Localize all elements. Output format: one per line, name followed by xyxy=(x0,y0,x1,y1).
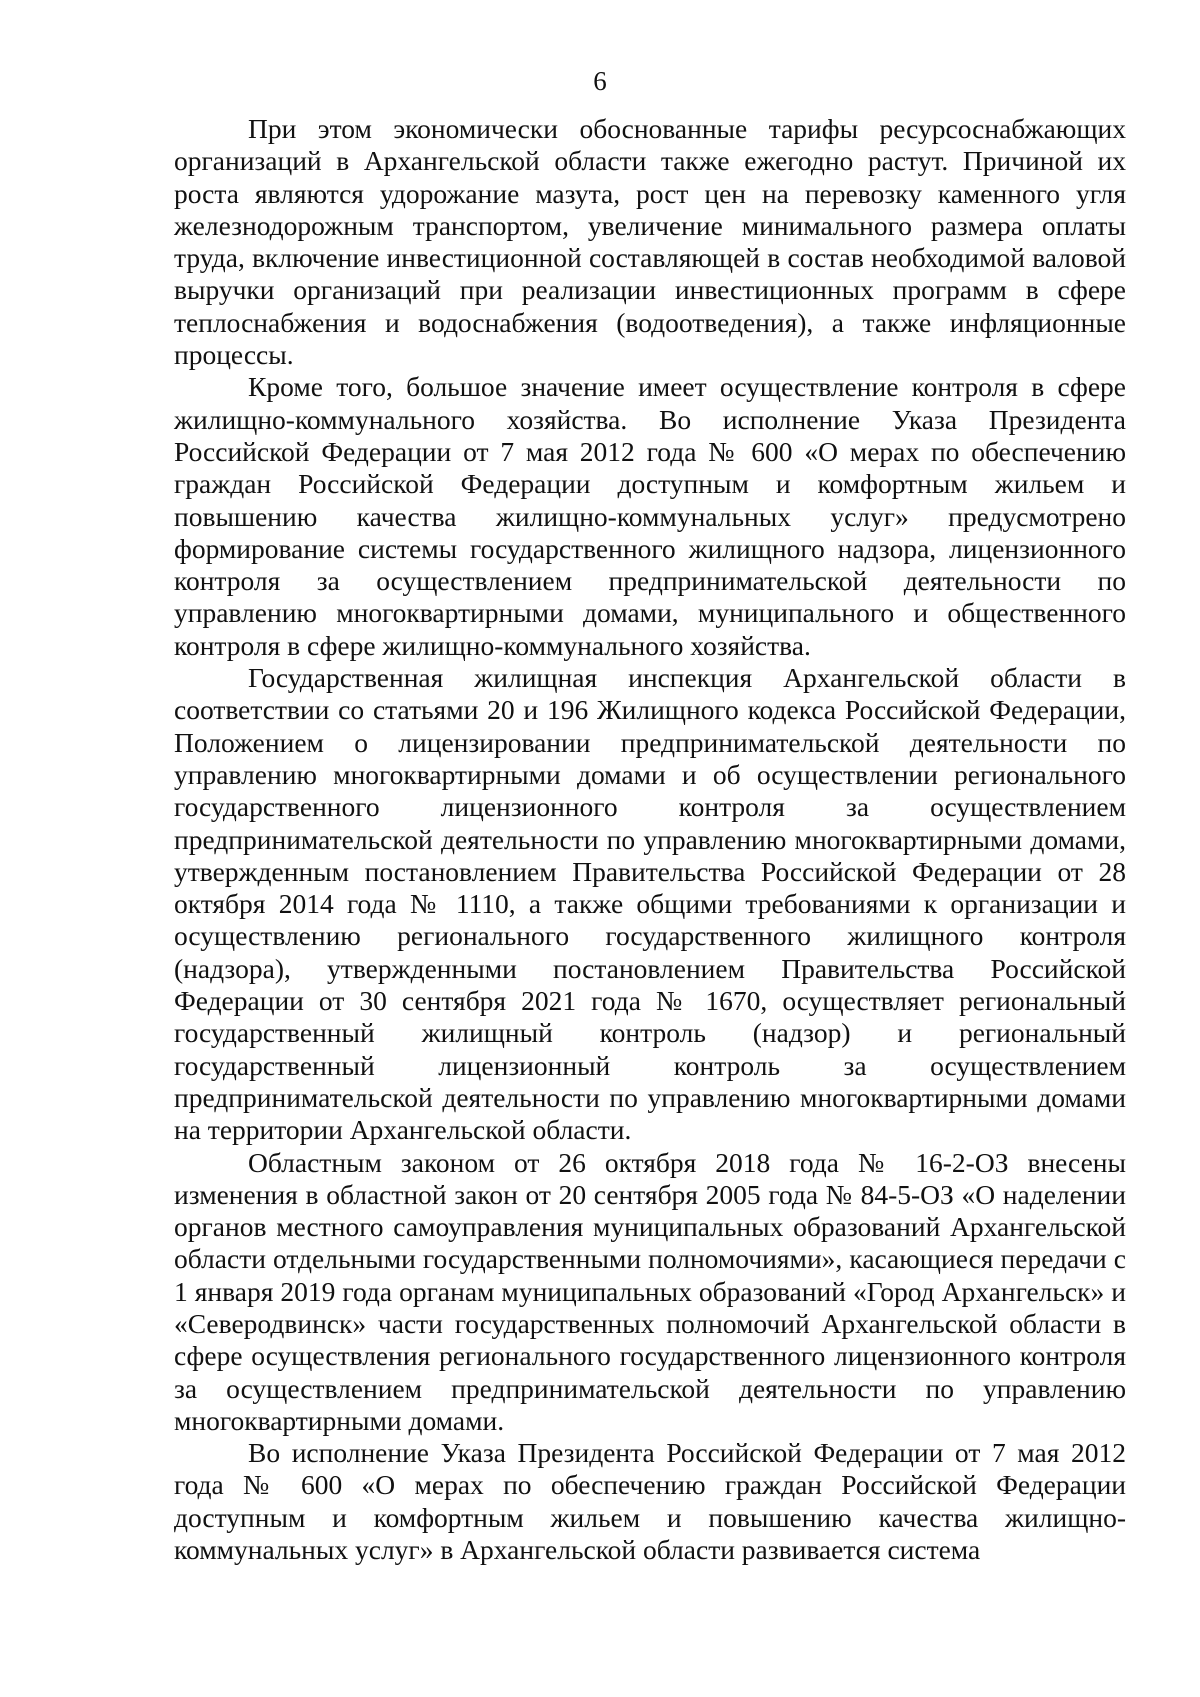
paragraph-housing-inspection: Государственная жилищная инспекция Архангельской области в соответствии со статьями 20 и 196 Жилищного кодекса Российской Федерации, Положением о лицензировании предпринимательской деятельности по управлению многоквартирными домами и об осуществлении регионального государственного лицензионного контроля за осуществлением предпринимательской деятельности по управлению многоквартирными домами, утвержденным постановлением Правительства Российской Федерации от 28 октября 2014 года № 1110, а также общими требованиями к организации и осуществлению регионального государственного жилищного контроля (надзора), утвержденными постановлением Правительства Российской Федерации от 30 сентября 2021 года № 1670, осуществляет региональный государственный жилищный контроль (надзор) и региональный государственный лицензионный контроль за осуществлением предпринимательской деятельности по управлению многоквартирными домами на территории Архангельской области. xyxy=(174,662,1126,1146)
page-number: 6 xyxy=(593,66,607,96)
document-body xyxy=(174,113,1126,1566)
paragraph-presidential-decree: Во исполнение Указа Президента Российской Федерации от 7 мая 2012 года № 600 «О мерах по обеспечению граждан Российской Федерации доступным и комфортным жильем и повышению качества жилищно-коммунальных услуг» в Архангельской области развивается система xyxy=(174,1437,1126,1566)
paragraph-tariffs: При этом экономически обоснованные тарифы ресурсоснабжающих организаций в Архангельской области также ежегодно растут. Причиной их роста являются удорожание мазута, рост цен на перевозку каменного угля железнодорожным транспортом, увеличение минимального размера оплаты труда, включение инвестиционной составляющей в состав необходимой валовой выручки организаций при реализации инвестиционных программ в сфере теплоснабжения и водоснабжения (водоотведения), а также инфляционные процессы. xyxy=(174,113,1126,371)
paragraph-regional-law: Областным законом от 26 октября 2018 года № 16-2-ОЗ внесены изменения в областной закон от 20 сентября 2005 года № 84-5-ОЗ «О наделении органов местного самоуправления муниципальных образований Архангельской области отдельными государственными полномочиями», касающиеся передачи с 1 января 2019 года органам муниципальных образований «Город Архангельск» и «Северодвинск» части государственных полномочий Архангельской области в сфере осуществления регионального государственного лицензионного контроля за осуществлением предпринимательской деятельности по управлению многоквартирными домами. xyxy=(174,1146,1126,1436)
paragraph-housing-control: Кроме того, большое значение имеет осуществление контроля в сфере жилищно-коммунального хозяйства. Во исполнение Указа Президента Российской Федерации от 7 мая 2012 года № 600 «О мерах по обеспечению граждан Российской Федерации доступным и комфортным жильем и повышению качества жилищно-коммунальных услуг» предусмотрено формирование системы государственного жилищного надзора, лицензионного контроля за осуществлением предпринимательской деятельности по управлению многоквартирными домами, муниципального и общественного контроля в сфере жилищно-коммунального хозяйства. xyxy=(174,371,1126,661)
